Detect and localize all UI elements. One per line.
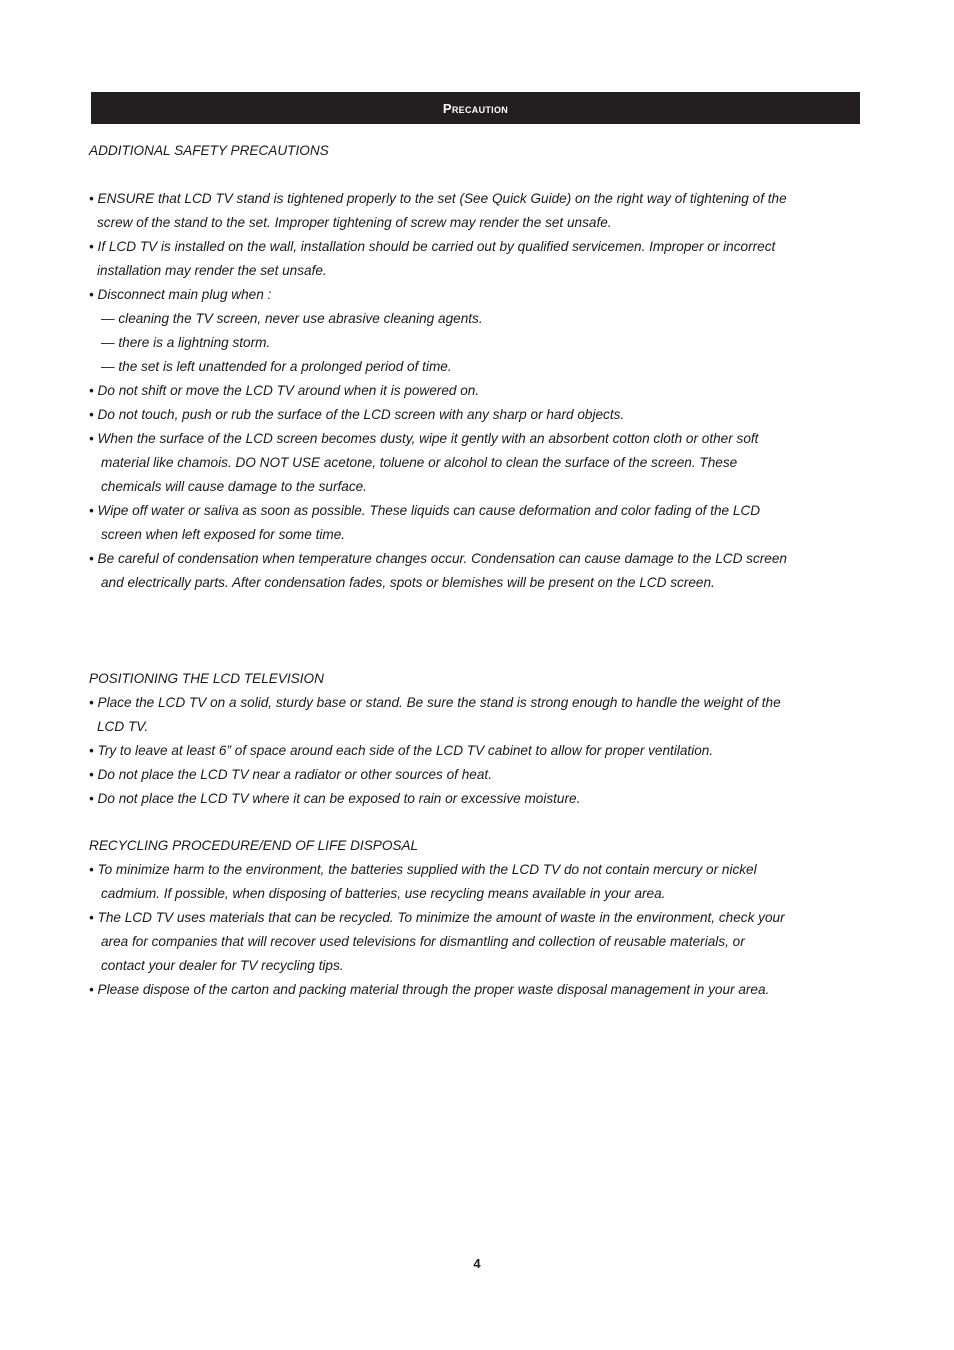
list-item: • The LCD TV uses materials that can be recycled. To minimize the amount of waste in the environment, check your area for companies that will recover used televisions for dismantling and collection of reusable materials, or contact your dealer for TV recycling tips. xyxy=(89,910,785,973)
section-heading-positioning: POSITIONING THE LCD TELEVISION xyxy=(89,671,324,686)
list-item: • Do not place the LCD TV near a radiator or other sources of heat. xyxy=(89,767,492,782)
list-subitem: — there is a lightning storm. xyxy=(101,335,271,350)
list-item: • Place the LCD TV on a solid, sturdy base or stand. Be sure the stand is strong enough to handle the weight of the LCD TV. xyxy=(89,695,781,734)
header-bar xyxy=(91,92,860,124)
list-item: • To minimize harm to the environment, the batteries supplied with the LCD TV do not contain mercury or nickel cadmium. If possible, when disposing of batteries, use recycling means available in your area. xyxy=(89,862,757,901)
page-content xyxy=(89,139,789,1002)
list-item: • Do not place the LCD TV where it can be exposed to rain or excessive moisture. xyxy=(89,791,581,806)
list-subitem: — the set is left unattended for a prolonged period of time. xyxy=(101,359,452,374)
list-item: • If LCD TV is installed on the wall, installation should be carried out by qualified servicemen. Improper or incorrect installation may render the set unsafe. xyxy=(89,239,776,278)
list-item: • Try to leave at least 6” of space around each side of the LCD TV cabinet to allow for proper ventilation. xyxy=(89,743,714,758)
list-item: • Wipe off water or saliva as soon as possible. These liquids can cause deformation and color fading of the LCD screen when left exposed for some time. xyxy=(89,503,761,542)
list-item: • Disconnect main plug when : xyxy=(89,287,272,302)
page-title: Precaution xyxy=(442,100,509,116)
list-item: • Do not shift or move the LCD TV around when it is powered on. xyxy=(89,383,480,398)
page-number: 4 xyxy=(473,1256,481,1271)
list-item: • Please dispose of the carton and packing material through the proper waste disposal management in your area. xyxy=(89,982,770,997)
list-item: • When the surface of the LCD screen becomes dusty, wipe it gently with an absorbent cotton cloth or other soft material like chamois. DO NOT USE acetone, toluene or alcohol to clean the surface of the screen. These chemicals will cause damage to the surface. xyxy=(89,431,759,494)
section-heading-safety: ADDITIONAL SAFETY PRECAUTIONS xyxy=(89,143,329,158)
list-subitem: — cleaning the TV screen, never use abrasive cleaning agents. xyxy=(101,311,483,326)
section-heading-recycling: RECYCLING PROCEDURE/END OF LIFE DISPOSAL xyxy=(89,838,419,853)
list-item: • Do not touch, push or rub the surface of the LCD screen with any sharp or hard objects. xyxy=(89,407,625,422)
list-item: • ENSURE that LCD TV stand is tightened properly to the set (See Quick Guide) on the right way of tightening of the screw of the stand to the set. Improper tightening of screw may render the set unsafe. xyxy=(89,191,787,230)
list-item: • Be careful of condensation when temperature changes occur. Condensation can cause damage to the LCD screen and electrically parts. After condensation fades, spots or blemishes will be present on the LCD screen. xyxy=(89,551,787,590)
